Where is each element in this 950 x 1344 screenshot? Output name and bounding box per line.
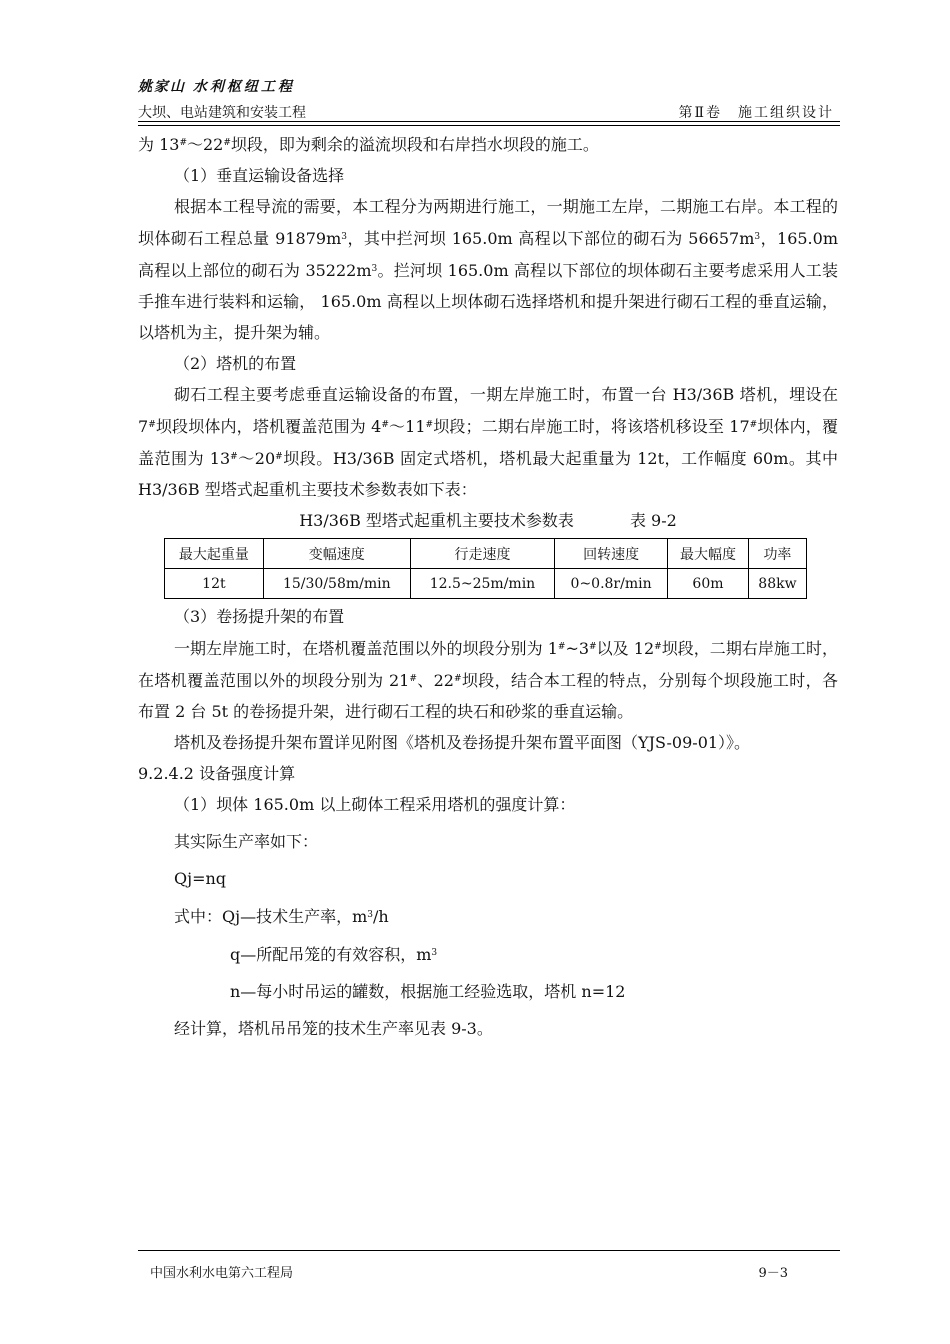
paragraph-result-reference: 经计算，塔机吊吊笼的技术生产率见表 9-3。 (174, 1019, 493, 1038)
brand-project: 水利枢纽工程 (192, 79, 295, 95)
header-subtitle: 大坝、电站建筑和安装工程 (138, 105, 306, 121)
table-cell: 12t (165, 569, 264, 599)
paragraph-crane-layout: 砌石工程主要考虑垂直运输设备的布置，一期左岸施工时，布置一台 H3/36B 塔机，埋设在 7#坝段坝体内，塔机覆盖范围为 4#～11#坝段；二期右岸施工时，将该塔机移设至 17#坝体内，覆盖范围为 13#～20#坝段。H3/36B 固定式塔机，塔机最大起重量为 12t，工作幅度 60m。其中 H3/36B 型塔式起重机主要技术参数表如下表： (138, 385, 838, 499)
footer-rule (138, 1250, 840, 1251)
subheading-hoist-frame: （3）卷扬提升架的布置 (174, 607, 345, 626)
footer-organization: 中国水利水电第六工程局 (150, 1266, 294, 1281)
document-body (138, 128, 838, 1044)
table-cell: 60m (668, 569, 749, 599)
table-cell: 12.5~25m/min (410, 569, 554, 599)
header-rule-thick (138, 121, 840, 122)
subheading-tower-crane: （2）塔机的布置 (174, 354, 297, 373)
brand-name: 姚家山 (138, 79, 186, 95)
table-caption (138, 505, 838, 536)
table-header-cell: 回转速度 (555, 539, 668, 569)
table-header-cell: 最大幅度 (668, 539, 749, 569)
page-header (138, 76, 840, 124)
paragraph-continuation: 为 13#～22#坝段，即为剩余的溢流坝段和右岸挡水坝段的施工。 (138, 135, 599, 154)
crane-parameters-table (164, 538, 807, 599)
table-header-cell: 最大起重量 (165, 539, 264, 569)
table-caption-title: H3/36B 型塔式起重机主要技术参数表 (299, 511, 574, 530)
table-header-cell: 功率 (748, 539, 806, 569)
table-cell: 0~0.8r/min (555, 569, 668, 599)
table-header-cell: 变幅速度 (263, 539, 410, 569)
paragraph-masonry-quantities: 根据本工程导流的需要，本工程分为两期进行施工，一期施工左岸，二期施工右岸。本工程的坝体砌石工程总量 $91879m^3$，其中拦河坝 165.0m 高程以下部位的砌石为 $56657m^3$，165.0m 高程以上部位的砌石为 $35222m^3$。拦河坝 165.0m 高程以下部位的坝体砌石主要考虑采用人工装手推车进行装料和运输， 165.0m 高程以上坝体砌石选择塔机和提升架进行砌石工程的垂直运输，以塔机为主，提升架为辅。 (138, 197, 838, 342)
paragraph-hoist-layout: 一期左岸施工时，在塔机覆盖范围以外的坝段分别为 1#~3#以及 12#坝段，二期右岸施工时，在塔机覆盖范围以外的坝段分别为 21#、22#坝段，结合本工程的特点，分别每个坝段施工时，各布置 2 台 5t 的卷扬提升架，进行砌石工程的块石和砂浆的垂直运输。 (138, 639, 838, 721)
table-cell: 15/30/58m/min (263, 569, 410, 599)
formula: Qj=nq (174, 869, 227, 888)
table-number: 表 9-2 (629, 511, 677, 530)
table-header-row (165, 539, 807, 569)
definition-q: q—所配吊笼的有效容积，$m^3$ (230, 945, 438, 964)
table-row (165, 569, 807, 599)
subheading-vertical-transport: （1）垂直运输设备选择 (174, 166, 345, 185)
page-number: 9－3 (758, 1266, 788, 1281)
header-rule-thin (138, 125, 840, 126)
definition-qj: 式中：Qj—技术生产率，$m^3/h$ (174, 907, 389, 926)
subheading-strength-calc: （1）坝体 165.0m 以上砌体工程采用塔机的强度计算： (174, 795, 576, 814)
header-brand (138, 76, 295, 96)
table-cell: 88kw (748, 569, 806, 599)
header-section: 第Ⅱ卷 施工组织设计 (678, 105, 834, 121)
paragraph-productivity-intro: 其实际生产率如下： (174, 832, 319, 851)
paragraph-drawing-reference: 塔机及卷扬提升架布置详见附图《塔机及卷扬提升架布置平面图（YJS-09-01）》。 (174, 733, 751, 752)
definition-n: n—每小时吊运的罐数，根据施工经验选取，塔机 n=12 (230, 982, 626, 1001)
section-heading: 9.2.4.2 设备强度计算 (138, 764, 296, 783)
page-footer (138, 1250, 840, 1281)
table-header-cell: 行走速度 (410, 539, 554, 569)
